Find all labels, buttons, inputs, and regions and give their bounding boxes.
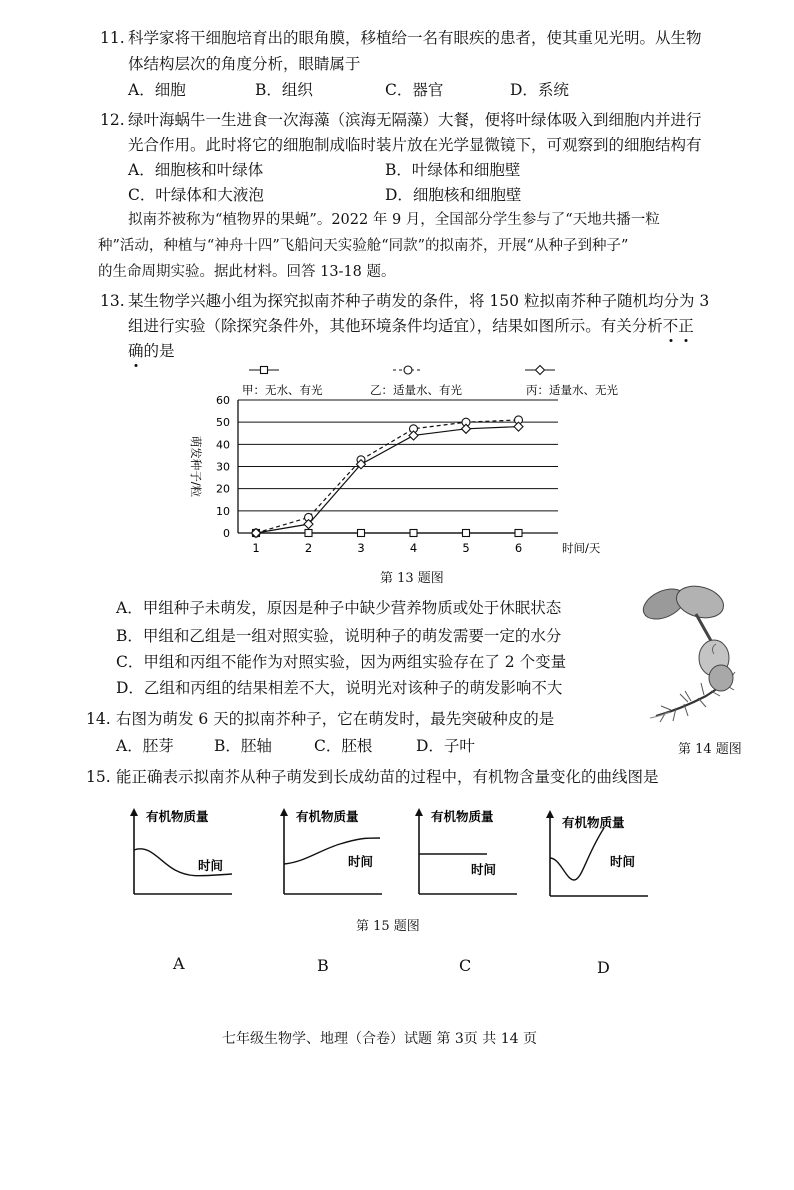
x-tick-label: 5 xyxy=(462,541,470,555)
q14-option-b: B．胚轴 xyxy=(214,737,272,755)
page-footer: 七年级生物学、地理（合卷）试题 第 3页 共 14 页 xyxy=(222,1031,537,1047)
q15-graph-b xyxy=(270,804,395,904)
seedling-photo xyxy=(636,584,760,730)
q15-graph-d-xlabel: 时间 xyxy=(610,854,636,869)
q15-graph-c-xlabel: 时间 xyxy=(471,862,497,877)
data-point xyxy=(410,530,417,537)
q13-stem-line1: 某生物学兴趣小组为探究拟南芥种子萌发的条件，将 150 粒拟南芥种子随机均分为 3 xyxy=(128,292,710,310)
q11-number: 11. xyxy=(100,29,125,47)
q13-stem-line2-text: 组进行实验（除探究条件外，其他环境条件均适宜），结果如图所示。有关分析 xyxy=(128,317,663,335)
data-point xyxy=(358,530,365,537)
q15-graph-b-ylabel: 有机物质量 xyxy=(296,809,359,824)
q13-option-a: A．甲组种子未萌发，原因是种子中缺少营养物质或处于休眠状态 xyxy=(116,599,562,617)
legend-label: 丙：适量水、无光 xyxy=(526,383,618,397)
q12-option-b: B．叶绿体和细胞壁 xyxy=(385,161,521,179)
x-axis-label: 时间/天 xyxy=(562,541,601,555)
q13-number: 13. xyxy=(100,292,125,310)
q12-option-d: D．细胞核和细胞壁 xyxy=(385,186,522,204)
x-tick-label: 6 xyxy=(514,541,523,555)
q13-option-b: B．甲组和乙组是一组对照实验，说明种子的萌发需要一定的水分 xyxy=(116,627,562,645)
x-tick-label: 2 xyxy=(304,541,313,555)
q14-option-d: D．子叶 xyxy=(416,737,475,755)
q11-stem-line1: 科学家将干细胞培育出的眼角膜，移植给一名有眼疾的患者，使其重见光明。从生物 xyxy=(128,29,702,47)
q12-stem-line1: 绿叶海蜗牛一生进食一次海藻（滨海无隔藻）大餐，便将叶绿体吸入到细胞内并进行 xyxy=(128,111,702,129)
q15-figure-caption: 第 15 题图 xyxy=(356,919,420,934)
q15-label-d: D xyxy=(597,958,610,977)
data-point xyxy=(462,424,471,433)
y-tick-label: 40 xyxy=(216,438,230,452)
q14-option-c: C．胚根 xyxy=(314,737,373,755)
legend-marker xyxy=(261,367,268,374)
q12-number: 12. xyxy=(100,111,125,129)
passage-line2: 种”活动，种植与“神舟十四”飞船问天实验舱“同款”的拟南芥，开展“从种子到种子” xyxy=(98,238,629,254)
q11-stem-line2: 体结构层次的角度分析，眼睛属于 xyxy=(128,55,361,73)
series-line xyxy=(256,427,519,533)
q15-graph-c xyxy=(405,804,530,904)
q13-stem-line2 xyxy=(128,314,694,338)
data-point xyxy=(305,530,312,537)
q15-label-b: B xyxy=(317,956,329,975)
y-tick-label: 20 xyxy=(216,482,230,496)
y-axis-label: 萌发种子/粒 xyxy=(189,435,203,498)
q15-stem: 能正确表示拟南芥从种子萌发到长成幼苗的过程中，有机物含量变化的曲线图是 xyxy=(116,768,659,786)
q15-graph-a-xlabel: 时间 xyxy=(198,858,224,873)
legend-marker xyxy=(404,366,412,374)
y-tick-label: 30 xyxy=(216,460,230,474)
y-tick-label: 10 xyxy=(216,504,230,518)
q15-label-c: C xyxy=(459,956,472,975)
y-tick-label: 60 xyxy=(216,394,230,407)
q12-stem-line2: 光合作用。此时将它的细胞制成临时装片放在光学显微镜下，可观察到的细胞结构有 xyxy=(128,136,702,154)
q13-option-c: C．甲组和丙组不能作为对照实验，因为两组实验存在了 2 个变量 xyxy=(116,653,567,671)
y-tick-label: 50 xyxy=(216,416,230,430)
data-point xyxy=(515,530,522,537)
q15-graph-b-xlabel: 时间 xyxy=(348,854,374,869)
passage-line1: 拟南芥被称为“植物界的果蝇”。2022 年 9 月，全国部分学生参与了“天地共播一粒 xyxy=(128,212,660,228)
legend-marker xyxy=(536,366,545,375)
passage-line3: 的生命周期实验。据此材料。回答 13-18 题。 xyxy=(98,264,396,280)
q13-figure-caption: 第 13 题图 xyxy=(380,571,444,586)
q15-graph-a-ylabel: 有机物质量 xyxy=(146,809,209,824)
q15-graph-c-ylabel: 有机物质量 xyxy=(431,809,494,824)
x-tick-label: 4 xyxy=(409,541,418,555)
q15-graph-d xyxy=(536,806,661,906)
q14-stem: 右图为萌发 6 天的拟南芥种子，它在萌发时，最先突破种皮的是 xyxy=(116,710,555,728)
q15-graph-d-ylabel: 有机物质量 xyxy=(562,815,625,830)
q11-option-b: B．组织 xyxy=(255,81,313,99)
q14-number: 14. xyxy=(86,710,111,728)
data-point xyxy=(463,530,470,537)
q13-stem-line3 xyxy=(128,339,175,363)
q13-germination-chart xyxy=(170,358,620,558)
q13-stem-line3-text: 的是 xyxy=(143,342,175,360)
q11-option-d: D．系统 xyxy=(510,81,569,99)
q14-option-a: A．胚芽 xyxy=(116,737,174,755)
x-tick-label: 1 xyxy=(252,541,260,555)
q13-option-d: D．乙组和丙组的结果相差不大，说明光对该种子的萌发影响不大 xyxy=(116,679,563,697)
q15-graph-a xyxy=(120,804,245,904)
q15-label-a: A xyxy=(173,954,185,973)
q11-option-a: A．细胞 xyxy=(128,81,186,99)
legend-label: 甲：无水、有光 xyxy=(242,383,323,397)
q14-figure-caption: 第 14 题图 xyxy=(678,742,742,757)
data-point xyxy=(514,422,523,431)
legend-label: 乙：适量水、有光 xyxy=(370,383,462,397)
q12-option-c: C．叶绿体和大液泡 xyxy=(128,186,264,204)
series-line xyxy=(256,420,519,533)
q13-emphasis-not: 不 xyxy=(663,314,679,338)
x-tick-label: 3 xyxy=(357,541,365,555)
q13-emphasis-zheng: 正 xyxy=(678,314,694,338)
data-point xyxy=(409,431,418,440)
q13-emphasis-que: 确 xyxy=(128,339,144,363)
q12-option-a: A．细胞核和叶绿体 xyxy=(128,161,264,179)
q11-option-c: C．器官 xyxy=(385,81,444,99)
q15-number: 15. xyxy=(86,768,111,786)
y-tick-label: 0 xyxy=(223,527,230,540)
